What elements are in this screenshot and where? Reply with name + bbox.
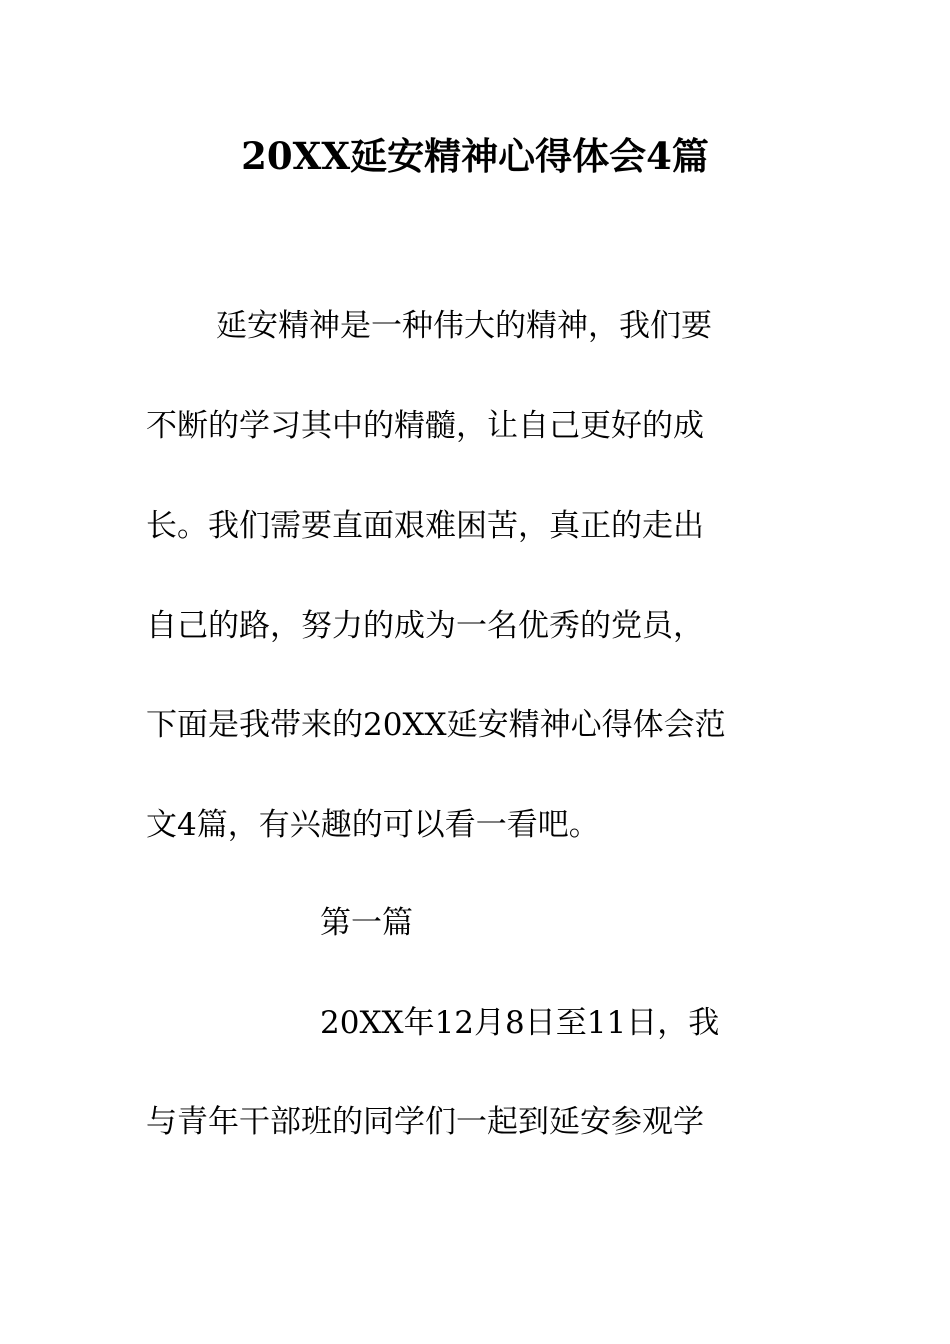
section-heading: 第一篇 [320, 905, 413, 941]
intro-line-2: 不断的学习其中的精髓，让自己更好的成 [146, 408, 704, 444]
intro-line-6: 文4篇，有兴趣的可以看一看吧。 [146, 807, 600, 843]
intro-line-1: 延安精神是一种伟大的精神，我们要 [216, 308, 712, 344]
intro-line-5: 下面是我带来的20XX延安精神心得体会范 [146, 707, 726, 743]
section-line-1: 20XX年12月8日至11日，我 [320, 1005, 720, 1041]
intro-line-4: 自己的路，努力的成为一名优秀的党员， [146, 608, 704, 644]
intro-line-3: 长。我们需要直面艰难困苦，真正的走出 [146, 508, 704, 544]
section-line-2: 与青年干部班的同学们一起到延安参观学 [146, 1104, 704, 1140]
document-title: 20XX延安精神心得体会4篇 [241, 134, 709, 178]
